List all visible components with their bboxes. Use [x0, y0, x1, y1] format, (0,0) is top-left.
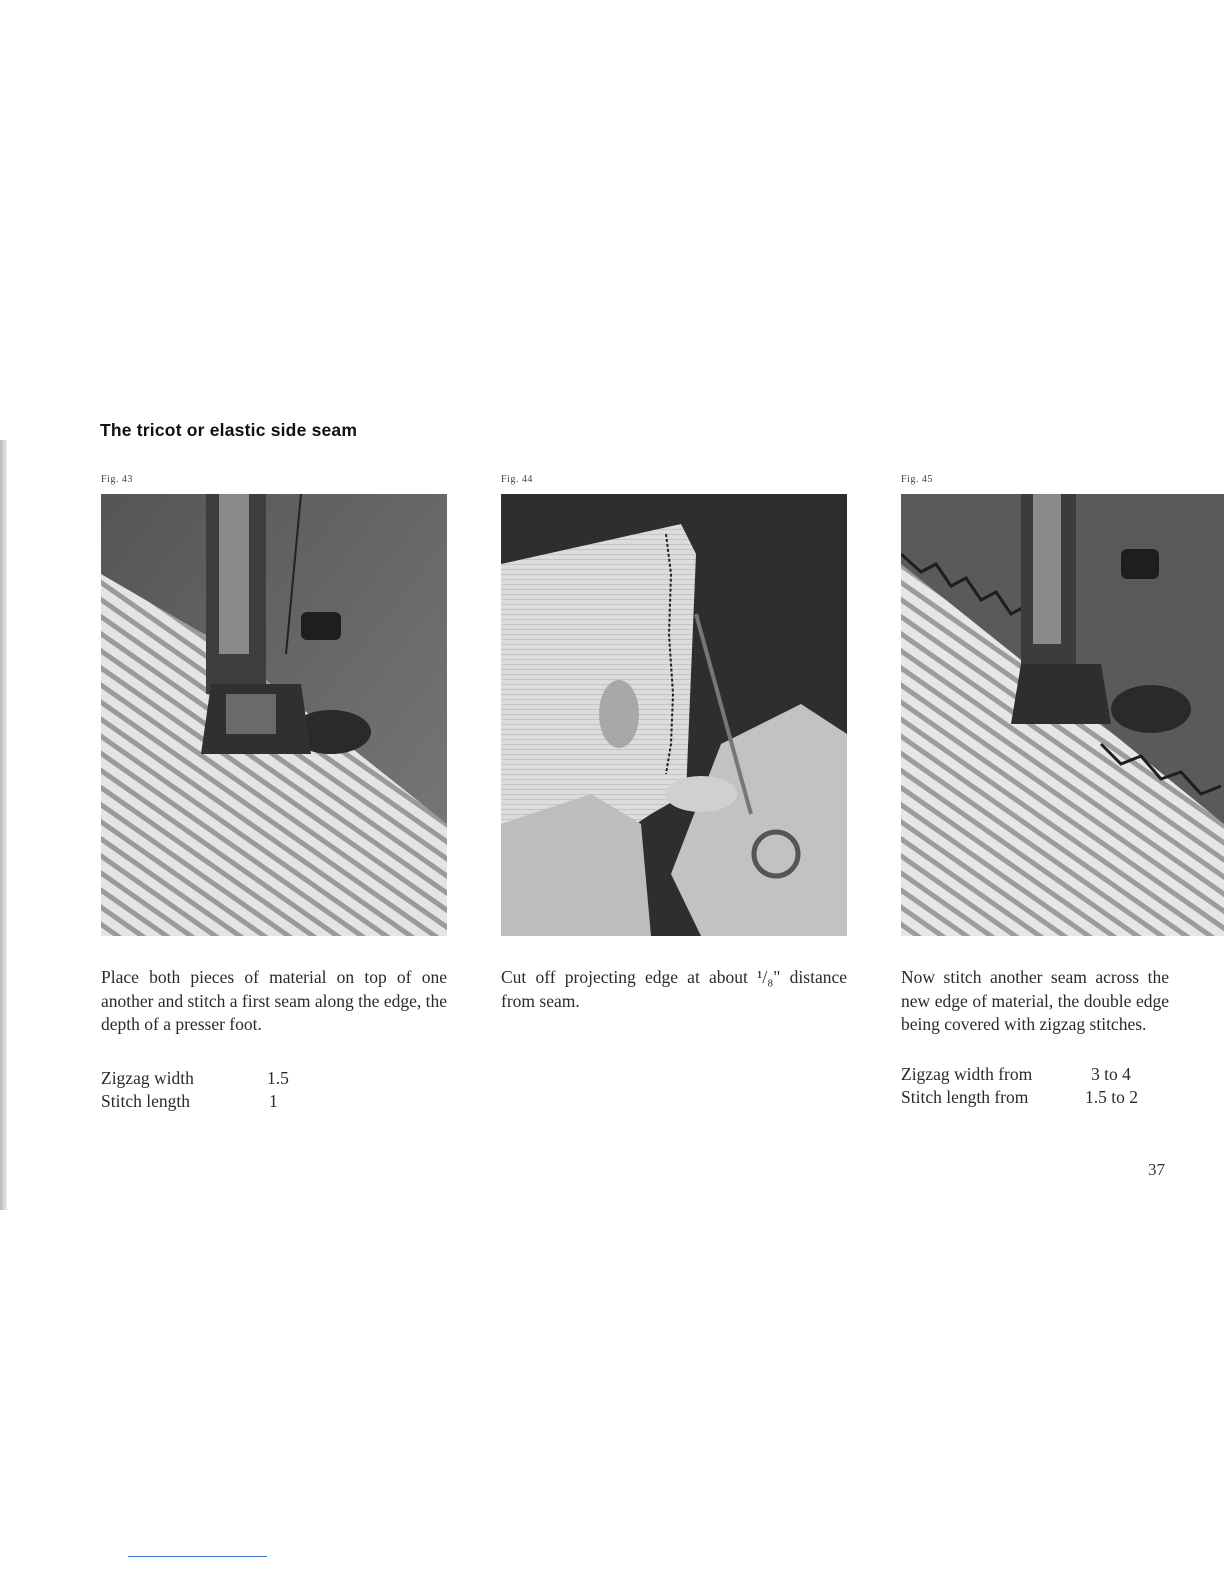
spec-value: 1.5 to 2: [1085, 1087, 1138, 1107]
spec-name: Zigzag width: [101, 1068, 194, 1088]
spec-value: 1: [269, 1091, 278, 1111]
figure-45-label: Fig. 45: [901, 474, 933, 485]
page-number: 37: [1148, 1160, 1165, 1179]
spec-value: 1.5: [267, 1068, 289, 1088]
figure-43-specs: [101, 1067, 447, 1113]
figure-44-caption: [501, 966, 847, 1013]
figure-43-label: Fig. 43: [101, 474, 133, 485]
spec-value: 3 to 4: [1091, 1064, 1131, 1084]
figure-44-photo: [501, 494, 847, 936]
figure-44-caption-text: Cut off projecting edge at about ¹/₈" distance from seam.: [501, 967, 847, 1011]
page-binding-shadow: [0, 440, 7, 1210]
section-heading: The tricot or elastic side seam: [100, 420, 358, 440]
spec-row: [101, 1067, 447, 1090]
figure-45-photo: [901, 494, 1224, 936]
spec-name: Stitch length from: [901, 1087, 1029, 1107]
figure-43-photo: [101, 494, 447, 936]
spec-row: [101, 1090, 447, 1113]
spec-name: Stitch length: [101, 1091, 190, 1111]
figure-44-label: Fig. 44: [501, 474, 533, 485]
spec-row: [901, 1086, 1181, 1109]
figure-43-caption-text: Place both pieces of material on top of one another and stitch a first seam along the edge, the depth of a presser foot.: [101, 967, 447, 1034]
spec-name: Zigzag width from: [901, 1064, 1033, 1084]
footer-rule: [128, 1556, 267, 1557]
figure-45-caption: [901, 966, 1169, 1037]
figure-43-caption: [101, 966, 447, 1037]
spec-row: [901, 1063, 1181, 1086]
figure-45-specs: [901, 1063, 1181, 1109]
figure-45-caption-text: Now stitch another seam across the new edge of material, the double edge being covered with zigzag stitches.: [901, 967, 1169, 1034]
